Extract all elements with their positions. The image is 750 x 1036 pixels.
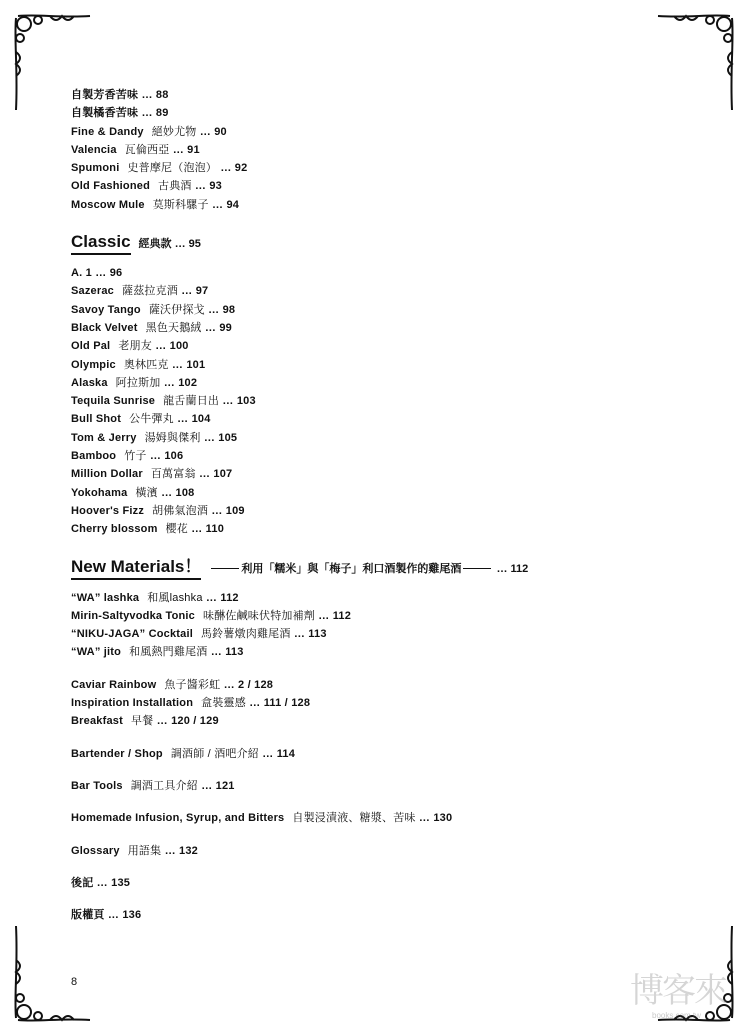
em-dash-rule	[463, 568, 491, 569]
toc-entry	[71, 502, 691, 520]
entry-title: “NIKU-JAGA” Cocktail	[71, 628, 193, 641]
entry-page: … 103	[222, 395, 256, 408]
entry-title: 自製芳香苦味	[71, 89, 139, 101]
entry-page: … 89	[141, 107, 169, 120]
entry-title: Breakfast	[71, 715, 123, 728]
entry-title: Glossary	[71, 844, 120, 857]
toc-entry	[71, 694, 691, 712]
entry-chinese: 老朋友	[118, 340, 152, 353]
entry-title: Inspiration Installation	[71, 697, 194, 710]
toc-entry	[71, 356, 691, 374]
section-subtitle: 經典款 … 95	[138, 238, 201, 251]
entry-title: Bar Tools	[71, 779, 123, 792]
entry-page: … 93	[194, 180, 222, 193]
entry-page: … 99	[204, 321, 232, 334]
entry-page: … 121	[201, 779, 235, 792]
entry-chinese: 和風lashka	[147, 591, 203, 604]
toc-entry	[71, 319, 691, 337]
entry-page: … 100	[155, 340, 189, 353]
entry-chinese: 黑色天鵝絨	[145, 321, 202, 334]
entry-page: … 135	[96, 876, 131, 889]
entry-title: Tequila Sunrise	[71, 395, 156, 408]
toc-entry	[71, 301, 691, 319]
toc-entry	[71, 607, 691, 625]
entry-page: … 112	[205, 591, 239, 604]
entry-title: Tom & Jerry	[71, 431, 137, 444]
entry-chinese: 用語集	[127, 844, 162, 857]
entry-chinese: 湯姆與傑利	[144, 431, 201, 444]
entry-page: … 110	[191, 523, 225, 536]
entry-chinese: 味醂佐鹹味伏特加補劑	[203, 609, 315, 622]
entry-chinese: 馬鈴薯燉肉雞尾酒	[200, 628, 291, 641]
entry-page: … 114	[262, 747, 296, 760]
entry-title: Fine & Dandy	[71, 125, 144, 138]
misc-entries	[71, 676, 691, 731]
entry-chinese: 早餐	[130, 715, 154, 728]
entry-title: “WA” lashka	[71, 591, 140, 604]
toc-entry	[71, 177, 691, 195]
entry-chinese: 調酒工具介紹	[130, 779, 198, 792]
entry-title: 後記	[71, 876, 94, 889]
entry-page: … 108	[161, 486, 195, 499]
entry-page: … 96	[95, 267, 123, 280]
entry-page: … 106	[149, 450, 184, 463]
entry-chinese: 莫斯科騾子	[152, 198, 209, 211]
section-page: … 112	[496, 562, 529, 575]
entry-page: … 109	[211, 504, 245, 517]
entry-title: A. 1	[71, 267, 92, 280]
toc-entry	[71, 842, 691, 860]
entry-title: Old Fashioned	[71, 180, 150, 193]
entry-page: … 2 / 128	[223, 678, 274, 691]
entry-title: Alaska	[71, 376, 108, 389]
entry-title: Bamboo	[71, 450, 117, 463]
toc-entry	[71, 676, 691, 694]
entry-page: … 102	[163, 376, 198, 389]
entry-page: … 101	[171, 358, 206, 371]
entry-title: Bartender / Shop	[71, 747, 163, 760]
entry-chinese: 史普摩尼（泡泡）	[127, 162, 218, 175]
toc-entry	[71, 337, 691, 355]
entry-chinese: 橫濱	[135, 486, 158, 499]
toc-entry	[71, 520, 691, 538]
entry-chinese: 和風熱門雞尾酒	[129, 646, 208, 659]
entry-page: … 111 / 128	[249, 697, 311, 710]
entry-chinese: 魚子醬彩虹	[164, 678, 221, 691]
toc-entry	[71, 159, 691, 177]
entry-title: Black Velvet	[71, 321, 138, 334]
watermark-url: books.com.tw	[652, 1011, 701, 1020]
section-heading-classic	[71, 232, 691, 258]
entry-page: … 88	[141, 89, 169, 101]
section-heading-new-materials	[71, 557, 691, 583]
toc-entry	[71, 123, 691, 141]
entry-page: … 113	[210, 646, 244, 659]
entry-page: … 92	[220, 162, 248, 175]
toc-entry	[71, 874, 691, 892]
toc-entry	[71, 625, 691, 643]
toc-entry	[71, 282, 691, 300]
toc-entry	[71, 589, 691, 607]
entry-page: … 91	[172, 143, 200, 156]
entry-page: … 97	[181, 285, 209, 298]
toc-entry	[71, 447, 691, 465]
em-dash-rule	[211, 568, 239, 569]
entry-chinese: 奧林匹克	[123, 358, 169, 371]
entry-title: 自製橘香苦味	[71, 107, 139, 120]
entry-chinese: 百萬富翁	[150, 468, 196, 481]
entry-page: … 107	[198, 468, 233, 481]
entry-chinese: 阿拉斯加	[115, 376, 161, 389]
toc-entry	[71, 777, 691, 795]
entry-chinese: 瓦倫西亞	[124, 143, 170, 156]
entry-page: … 104	[177, 413, 211, 426]
toc-entry	[71, 264, 691, 282]
entry-title: Savoy Tango	[71, 303, 141, 316]
toc-entry	[71, 429, 691, 447]
toc-entry	[71, 141, 691, 159]
toc-entry	[71, 809, 691, 827]
entry-title: Olympic	[71, 358, 116, 371]
toc-entry	[71, 906, 691, 924]
section-title: New Materials！	[71, 557, 201, 580]
page-number: 8	[71, 976, 78, 988]
entry-title: Cherry blossom	[71, 523, 158, 536]
entry-page: … 98	[208, 303, 236, 316]
entry-title: Homemade Infusion, Syrup, and Bitters	[71, 812, 285, 825]
entry-page: … 130	[418, 812, 453, 825]
toc-entry	[71, 484, 691, 502]
watermark-text: 博客來	[630, 971, 726, 1011]
entry-title: 版權頁	[71, 909, 105, 922]
entry-title: Spumoni	[71, 162, 120, 175]
entry-chinese: 自製浸漬液、糖漿、苦味	[292, 812, 416, 825]
entry-title: Sazerac	[71, 285, 114, 298]
entry-title: “WA” jito	[71, 646, 122, 659]
entry-page: … 113	[293, 628, 327, 641]
toc-entry	[71, 745, 691, 763]
new-materials-entries	[71, 589, 691, 662]
toc-entry	[71, 410, 691, 428]
entry-page: … 132	[164, 844, 198, 857]
toc-entry	[71, 196, 691, 214]
entry-page: … 136	[107, 909, 142, 922]
toc-entry	[71, 374, 691, 392]
entry-title: Mirin-Saltyvodka Tonic	[71, 609, 195, 622]
entry-page: … 90	[199, 125, 227, 138]
entry-title: Old Pal	[71, 340, 111, 353]
entry-chinese: 絕妙尤物	[151, 125, 197, 138]
entry-chinese: 龍舌蘭日出	[163, 395, 220, 408]
toc-entry	[71, 86, 691, 104]
classic-entries	[71, 264, 691, 538]
toc-entry	[71, 104, 691, 122]
entry-page: … 112	[318, 609, 352, 622]
entry-title: Yokohama	[71, 486, 128, 499]
entry-page: … 105	[203, 431, 238, 444]
entry-chinese: 薩沃伊探戈	[148, 303, 205, 316]
toc-entry	[71, 643, 691, 661]
table-of-contents	[71, 86, 691, 924]
entry-title: Million Dollar	[71, 468, 143, 481]
watermark	[622, 927, 732, 1022]
section-title: Classic	[71, 232, 131, 255]
entry-chinese: 古典酒	[158, 180, 192, 193]
toc-entry	[71, 712, 691, 730]
entry-chinese: 薩茲拉克酒	[122, 285, 178, 298]
entry-page: … 120 / 129	[156, 715, 219, 728]
entry-page: … 94	[211, 198, 240, 211]
section-subtitle-wrap	[209, 563, 528, 575]
top-entries	[71, 86, 691, 214]
toc-entry	[71, 392, 691, 410]
entry-chinese: 竹子	[124, 450, 147, 463]
entry-title: Valencia	[71, 143, 117, 156]
entry-title: Caviar Rainbow	[71, 678, 157, 691]
entry-chinese: 公牛彈丸	[129, 413, 174, 426]
entry-chinese: 調酒師 / 酒吧介紹	[170, 747, 259, 760]
section-subtitle: 利用「糯米」與「梅子」利口酒製作的雞尾酒	[241, 562, 462, 575]
corner-ornament-bottom-left	[10, 916, 100, 1026]
toc-entry	[71, 465, 691, 483]
entry-title: Bull Shot	[71, 413, 122, 426]
entry-chinese: 胡佛氣泡酒	[152, 504, 209, 517]
entry-chinese: 盒裝靈感	[201, 697, 246, 710]
entry-title: Hoover's Fizz	[71, 504, 145, 517]
entry-title: Moscow Mule	[71, 198, 145, 211]
entry-chinese: 櫻花	[165, 523, 188, 536]
